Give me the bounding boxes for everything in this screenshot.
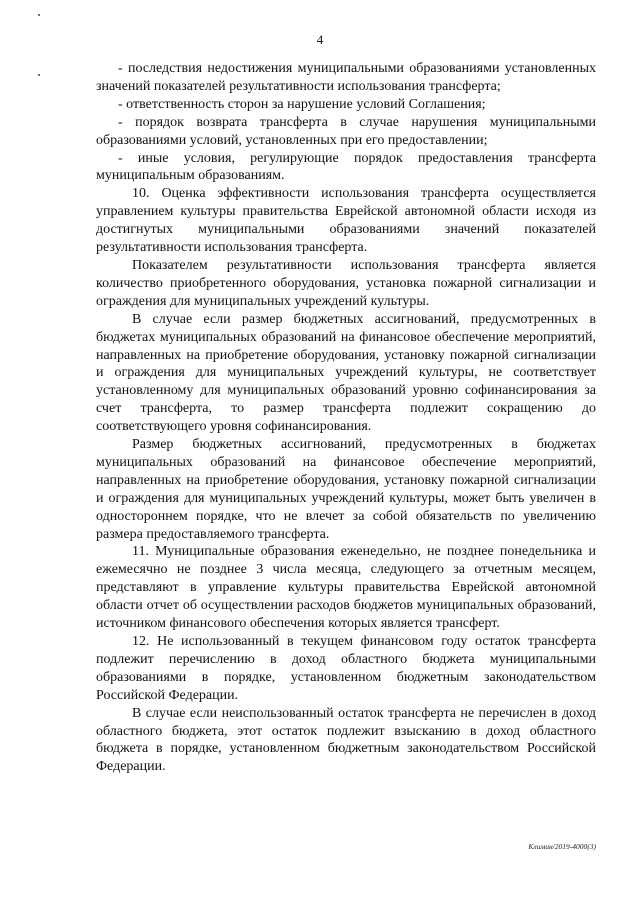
paragraph-cofinancing: В случае если размер бюджетных ассигнований, предусмотренных в бюджетах муниципальных образований на финансовое обеспечение мероприятий, направленных на приобретение оборудования, установку пожарной сигнализации и ограждения для муниципальных учреждений культуры, не соответствует установленному для муниципальных образований уровню софинансирования за счет трансферта, то размер трансферта подлежит сокращению до соответствующего уровня софинансирования. [96,311,596,435]
document-code: Климин/2019-4000(3) [528,842,596,851]
paragraph-item-12: 12. Не использованный в текущем финансовом году остаток трансферта подлежит перечислению в доход областного бюджета муниципальными образованиями в порядке, установленном бюджетным законодательством Российской Федерации. [96,634,596,703]
paragraph-item-11: 11. Муниципальные образования еженедельно, не позднее понедельника и ежемесячно не позднее 3 числа месяца, следующего за отчетным месяцем, представляют в управление культуры правительства Еврейской автономной области отчет об осуществлении расходов бюджетов муниципальных образований, источником финансового обеспечения которых является трансферт. [96,544,596,632]
paragraph-other-conditions: - иные условия, регулирующие порядок предоставления трансферта муниципальным образованиям. [96,150,596,184]
paragraph-return-procedure: - порядок возврата трансферта в случае нарушения муниципальными образованиями условий, установленных при его предоставлении; [96,114,596,148]
paragraph-responsibility: - ответственность сторон за нарушение условий Соглашения; [118,96,486,112]
paragraph-consequences: - последствия недостижения муниципальными образованиями установленных значений показателей результативности использования трансферта; [96,61,596,94]
paragraph-item-10: 10. Оценка эффективности использования трансферта осуществляется управлением культуры правительства Еврейской автономной области исходя из достигнутых муниципальными образованиями значений показателей результативности использования трансферта. [96,186,596,256]
scan-speck [38,14,40,16]
scan-speck [38,74,40,76]
paragraph-recovery: В случае если неиспользованный остаток трансферта не перечислен в доход областного бюджета, этот остаток подлежит взысканию в доход областного бюджета в порядке, установленном бюджетным законодательством Российской Федерации. [96,705,596,775]
page-number: 4 [316,32,324,47]
paragraph-budget-increase: Размер бюджетных ассигнований, предусмотренных в бюджетах муниципальных образований на финансовое обеспечение мероприятий, направленных на приобретение оборудования, установку пожарной сигнализации и ограждения для муниципальных учреждений культуры, может быть увеличен в одностороннем порядке, что не влечет за собой обязательств по увеличению размера предоставляемого трансферта. [96,437,596,542]
document-body [96,60,596,776]
paragraph-indicator: Показателем результативности использования трансферта является количество приобретенного оборудования, установка пожарной сигнализации и ограждения для муниципальных учреждений культуры. [96,257,596,309]
